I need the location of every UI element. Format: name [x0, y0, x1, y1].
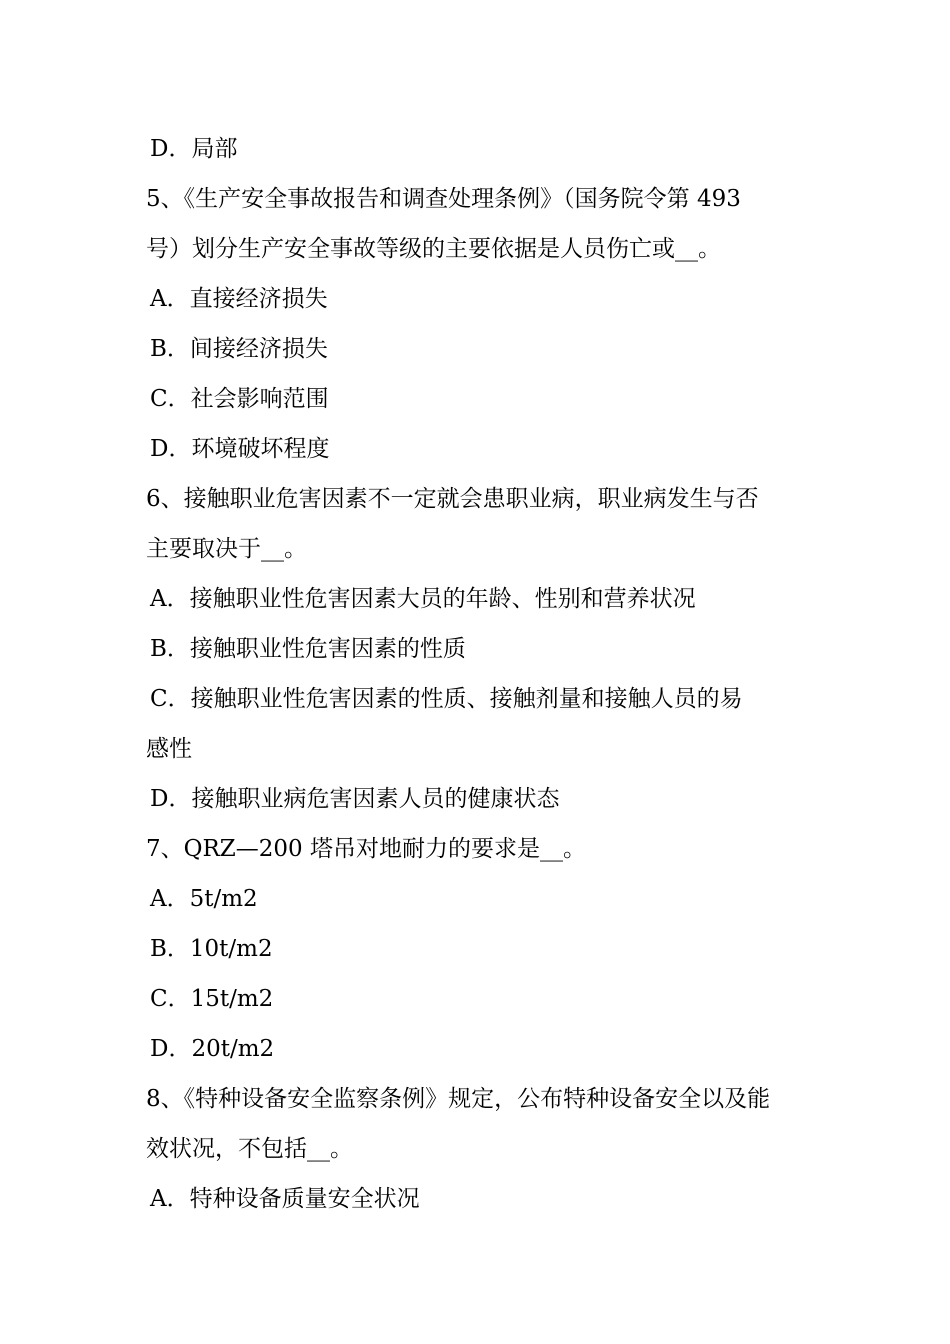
q6-option-b: B．接触职业性危害因素的性质 [150, 636, 466, 662]
q5-option-c: C．社会影响范围 [150, 386, 329, 412]
q6-stem-line-1: 6、接触职业危害因素不一定就会患职业病，职业病发生与否 [146, 486, 759, 512]
q6-option-a: A．接触职业性危害因素大员的年龄、性别和营养状况 [150, 586, 696, 612]
q6-option-c-line-2: 感性 [146, 736, 192, 762]
q5-stem-line-1: 5、《生产安全事故报告和调查处理条例》（国务院令第 493 [146, 186, 741, 212]
q5-option-a: A．直接经济损失 [150, 286, 328, 312]
q6-option-d: D．接触职业病危害因素人员的健康状态 [150, 786, 560, 812]
q5-option-b: B．间接经济损失 [150, 336, 328, 362]
q7-option-a: A．5t/m2 [150, 886, 258, 912]
q8-stem-line-1: 8、《特种设备安全监察条例》规定，公布特种设备安全以及能 [146, 1086, 771, 1112]
q7-option-b: B．10t/m2 [150, 936, 273, 962]
q5-stem-line-2: 号）划分生产安全事故等级的主要依据是人员伤亡或__。 [146, 236, 721, 262]
q8-option-a: A．特种设备质量安全状况 [150, 1186, 420, 1212]
q7-option-c: C．15t/m2 [150, 986, 274, 1012]
q6-option-c-line-1: C．接触职业性危害因素的性质、接触剂量和接触人员的易 [150, 686, 743, 712]
q4-option-d: D．局部 [150, 136, 238, 162]
q7-stem: 7、QRZ—200 塔吊对地耐力的要求是__。 [146, 836, 586, 862]
q8-stem-line-2: 效状况，不包括__。 [146, 1136, 353, 1162]
q5-option-d: D．环境破坏程度 [150, 436, 330, 462]
q6-stem-line-2: 主要取决于__。 [146, 536, 307, 562]
q7-option-d: D．20t/m2 [150, 1036, 275, 1062]
